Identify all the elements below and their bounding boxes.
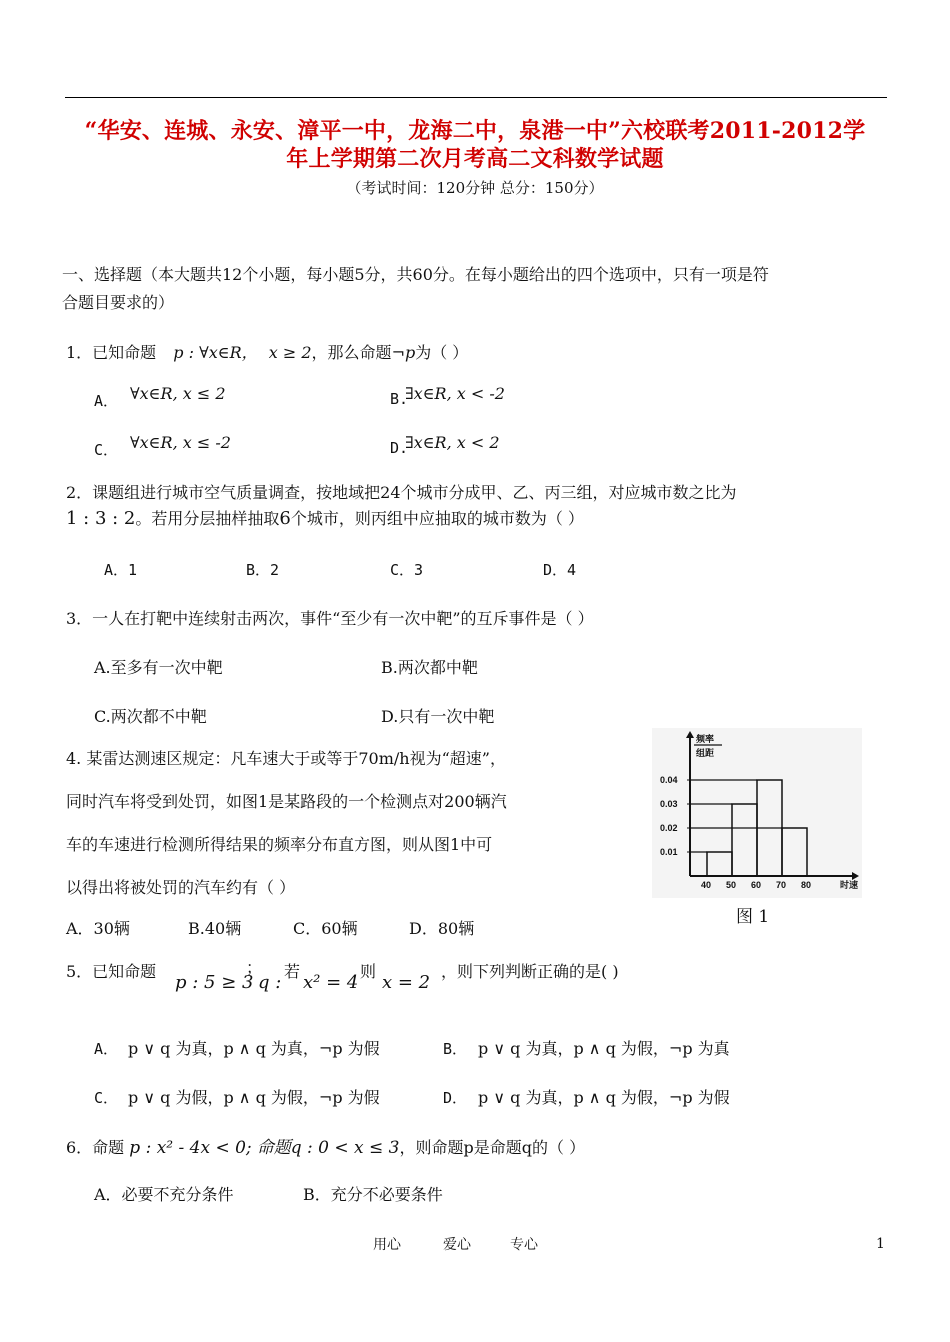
title-line-2: 年上学期第二次月考高二文科数学试题 [286, 146, 664, 172]
q5-option-c: p ∨ q 为假，p ∧ q 为假，¬p 为假 [128, 1088, 380, 1107]
x-tick-label: 50 [726, 880, 737, 890]
q3-stem: 3．一人在打靶中连续射击两次，事件“至少有一次中靶”的互斥事件是（ ） [66, 609, 594, 628]
q2-option-a: A．1 [104, 561, 138, 579]
q6-option-b: B．充分不必要条件 [303, 1185, 443, 1204]
speed-histogram [652, 728, 862, 898]
q5-option-a-label: A． [94, 1040, 119, 1058]
q1-option-d: ∃x∈R, x < 2 [405, 433, 500, 452]
q2-option-b: B．2 [246, 561, 280, 579]
q5-stem-a: 5．已知命题 [66, 962, 157, 981]
q1-option-c-label: C． [94, 441, 119, 459]
q5-stem-b: ，则下列判断正确的是( ) [441, 962, 619, 981]
footer-motto-2: 爱心 [443, 1237, 471, 1253]
q1-option-b-label: B. [390, 390, 409, 408]
q5-option-b: p ∨ q 为真，p ∧ q 为假，¬p 为真 [478, 1039, 730, 1058]
x-tick-label: 70 [776, 880, 787, 890]
q4-line-1: 4. 某雷达测速区规定：凡车速大于或等于70m/h视为“超速”， [66, 749, 506, 768]
exam-info: （考试时间：120分钟 总分：150分） [346, 179, 604, 197]
q5-option-b-label: B． [443, 1040, 468, 1058]
q4-option-a: A．30辆 [66, 919, 130, 938]
q3-option-d: D.只有一次中靶 [381, 707, 495, 726]
footer-motto-1: 用心 [373, 1237, 401, 1253]
footer-motto-3: 专心 [510, 1237, 538, 1253]
q5-x-squared: x² = 4 [303, 972, 359, 993]
q1-option-d-label: D. [390, 439, 409, 457]
q4-option-c: C．60辆 [293, 919, 358, 938]
x-axis-label: 时速 [840, 880, 859, 890]
q6-stem: 6．命题 p : x² - 4x < 0; 命题q : 0 < x ≤ 3，则命题p是命题q的（ ） [66, 1138, 586, 1158]
y-tick-label: 0.03 [660, 799, 678, 809]
q2-ratio: 1 : 3 : 2 [66, 508, 136, 529]
q4-option-b: B.40辆 [188, 919, 242, 938]
q4-line-2: 同时汽车将受到处罚，如图1是某路段的一个检测点对200辆汽 [66, 792, 507, 811]
q5-option-d-label: D． [443, 1089, 468, 1107]
q1-condition: x ≥ 2 [268, 343, 312, 362]
y-axis-label-bottom: 组距 [696, 748, 715, 758]
q6-q: 命题q : 0 < x ≤ 3 [256, 1138, 400, 1158]
q1-option-a: ∀x∈R, x ≤ 2 [130, 384, 226, 403]
q1-stem: 1．已知命题 p : ∀x∈R， x ≥ 2，那么命题¬p为（ ） [66, 343, 469, 362]
q3-option-b: B.两次都中靶 [381, 658, 478, 677]
q5-q: q : [258, 972, 282, 993]
q3-option-c: C.两次都不中靶 [94, 707, 207, 726]
x-tick-label: 40 [701, 880, 712, 890]
q4-line-3: 车的车速进行检测所得结果的频率分布直方图，则从图1中可 [66, 835, 493, 854]
title-line-1: “华安、连城、永安、漳平一中，龙海二中，泉港一中”六校联考2011-2012学 [84, 118, 866, 144]
q4-line-4: 以得出将被处罚的汽车约有（ ） [66, 878, 296, 897]
q5-x: x = 2 [382, 972, 431, 993]
y-tick-label: 0.02 [660, 823, 678, 833]
q6-option-a: A．必要不充分条件 [94, 1185, 234, 1204]
q5-ruo: 若 [284, 962, 301, 981]
q1-option-c: ∀x∈R, x ≤ -2 [130, 433, 231, 452]
x-tick-label: 80 [801, 880, 812, 890]
q2-line-2: 1 : 3 : 2。若用分层抽样抽取6个城市，则丙组中应抽取的城市数为（ ） [66, 508, 584, 529]
q6-p: p : x² - 4x < 0; [129, 1138, 252, 1158]
q1-p-expression: p : ∀x∈R， [173, 343, 258, 362]
q3-option-a: A.至多有一次中靶 [94, 658, 223, 677]
figure-label: 图 1 [736, 907, 770, 927]
x-tick-label: 60 [751, 880, 762, 890]
q2-option-d: D．4 [543, 561, 577, 579]
q1-not-p: ¬p [391, 343, 416, 362]
section-intro-line-1: 一、选择题（本大题共12个小题，每小题5分，共60分。在每小题给出的四个选项中，只有一项是符 [62, 265, 769, 284]
header-rule [65, 97, 887, 98]
q1-option-a-label: A． [94, 392, 119, 410]
y-tick-label: 0.04 [660, 775, 678, 785]
q1-option-b: ∃x∈R, x < -2 [405, 384, 505, 403]
q5-ze: 则 [360, 962, 377, 981]
q2-line-1: 2．课题组进行城市空气质量调查，按地域把24个城市分成甲、乙、丙三组，对应城市数之比为 [66, 483, 737, 502]
q5-option-c-label: C． [94, 1089, 119, 1107]
q5-option-a: p ∨ q 为真，p ∧ q 为真，¬p 为假 [128, 1039, 380, 1058]
q5-option-d: p ∨ q 为真，p ∧ q 为假，¬p 为假 [478, 1088, 730, 1107]
q5-semicolon: ； [246, 958, 263, 977]
y-tick-label: 0.01 [660, 847, 678, 857]
y-axis-label-top: 频率 [696, 734, 715, 744]
page-number: 1 [876, 1236, 885, 1252]
q5-p: p : 5 ≥ 3 [175, 972, 254, 993]
section-intro-line-2: 合题目要求的） [62, 293, 175, 312]
q4-option-d: D．80辆 [409, 919, 475, 938]
q2-option-c: C．3 [390, 561, 424, 579]
